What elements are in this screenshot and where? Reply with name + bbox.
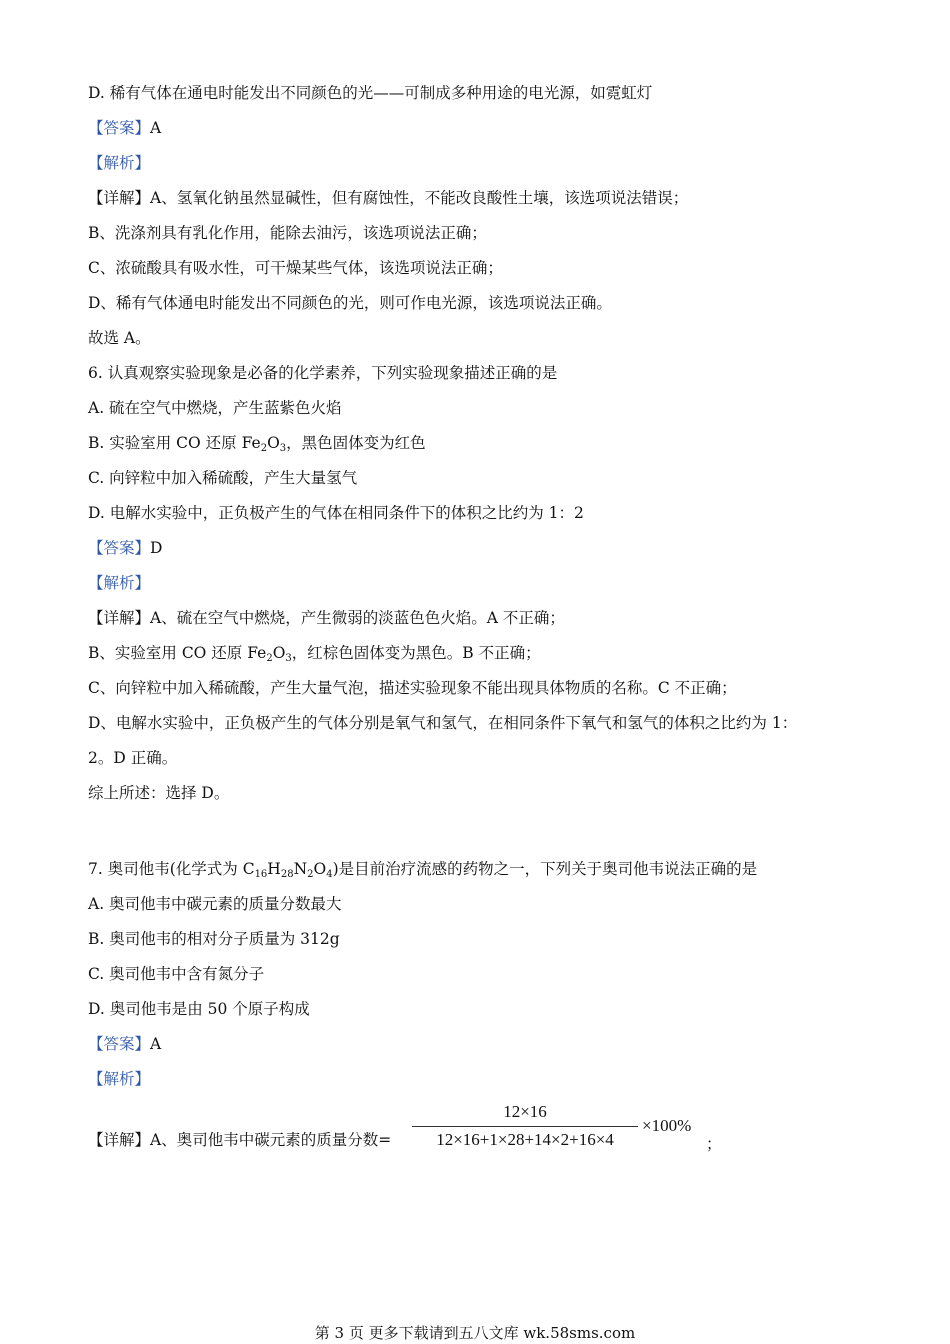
analysis-q7 [88,1068,150,1090]
answer-q7 [88,1033,161,1055]
text: )是目前治疗流感的药物之一，下列关于奥司他韦说法正确的是 [332,860,758,878]
analysis-tag: 【解析】 [88,154,151,172]
answer-tag: 【答案】 [88,1035,151,1053]
subscript: 2 [260,443,268,454]
question-7 [88,858,757,880]
detail-q6-c: C、向锌粒中加入稀硫酸，产生大量气泡，描述实验现象不能出现具体物质的名称。C 不正确； [88,679,737,697]
detail-q5-b: B、洗涤剂具有乳化作用，能除去油污，该选项说法正确； [88,224,487,242]
analysis-tag: 【解析】 [88,1070,151,1088]
text: 7. 奥司他韦(化学式为 C [88,860,255,878]
option-d-q6: D. 电解水实验中，正负极产生的气体在相同条件下的体积之比约为 1：2 [88,504,584,522]
detail-text: A、奥司他韦中碳元素的质量分数= [150,1131,392,1149]
question-6: 6. 认真观察实验现象是必备的化学素养，下列实验现象描述正确的是 [88,364,558,382]
text: B、实验室用 CO 还原 Fe [88,644,267,662]
analysis-q6 [88,572,150,594]
text: B. 实验室用 CO 还原 Fe [88,434,261,452]
text: ，红棕色固体变为黑色。B 不正确； [291,644,541,662]
detail-q6-d-line1: D、电解水实验中，正负极产生的气体分别是氧气和氢气，在相同条件下氧气和氢气的体积之比约为 1： [88,714,798,732]
option-d-q5: D. 稀有气体在通电时能发出不同颜色的光——可制成多种用途的电光源，如霓虹灯 [88,84,653,102]
option-c-q7: C. 奥司他韦中含有氮分子 [88,965,265,983]
detail-q5-a [88,187,688,209]
text: O [267,434,280,452]
detail-tag: 【详解】 [88,609,151,627]
formula-end: ； [706,1135,722,1153]
percent-factor: ×100% [642,1116,692,1135]
text: O [272,644,286,662]
subscript: 3 [279,443,287,454]
detail-tag: 【详解】 [88,189,151,207]
detail-q6-a [88,607,565,629]
answer-tag: 【答案】 [88,539,151,557]
page-footer: 第 3 页 更多下载请到五八文库 wk.58sms.com [314,1324,636,1342]
detail-text: A、氢氧化钠虽然显碱性，但有腐蚀性，不能改良酸性土壤，该选项说法错误； [150,189,689,207]
subscript: 3 [285,653,292,664]
answer-value: D [150,539,163,557]
detail-q5-c: C、浓硫酸具有吸水性，可干燥某些气体，该选项说法正确； [88,259,503,277]
text: H [267,860,281,878]
subscript: 2 [307,869,314,880]
answer-tag: 【答案】 [88,119,151,137]
option-b-q6 [88,432,426,454]
summary-q6: 综上所述：选择 D。 [88,784,230,802]
text: ，黑色固体变为红色 [286,434,426,452]
subscript: 28 [280,869,294,880]
detail-q6-d-line2: 2。D 正确。 [88,749,178,767]
option-d-q7: D. 奥司他韦是由 50 个原子构成 [88,1000,310,1018]
subscript: 2 [266,653,273,664]
detail-q5-d: D、稀有气体通电时能发出不同颜色的光，则可作电光源，该选项说法正确。 [88,294,612,312]
answer-value: A [150,1035,162,1053]
detail-q6-b [88,642,541,664]
option-a-q7: A. 奥司他韦中碳元素的质量分数最大 [88,895,342,913]
option-a-q6: A. 硫在空气中燃烧，产生蓝紫色火焰 [88,399,342,417]
fraction-numerator: 12×16 [503,1102,547,1121]
analysis-q5 [88,152,150,174]
option-c-q6: C. 向锌粒中加入稀硫酸，产生大量氢气 [88,469,358,487]
detail-text: A、硫在空气中燃烧，产生微弱的淡蓝色色火焰。A 不正确； [150,609,565,627]
detail-q7-text [88,1128,391,1150]
answer-value: A [150,119,162,137]
selection-q5: 故选 A。 [88,329,151,347]
analysis-tag: 【解析】 [88,574,151,592]
text: N [293,860,308,878]
subscript: 4 [326,869,333,880]
fraction-bar [412,1126,638,1127]
fraction-denominator: 12×16+1×28+14×2+16×4 [436,1130,614,1149]
answer-q6 [88,537,162,559]
answer-q5 [88,117,161,139]
option-b-q7: B. 奥司他韦的相对分子质量为 312g [88,930,340,948]
detail-tag: 【详解】 [88,1131,151,1149]
text: O [313,860,327,878]
subscript: 16 [254,869,268,880]
